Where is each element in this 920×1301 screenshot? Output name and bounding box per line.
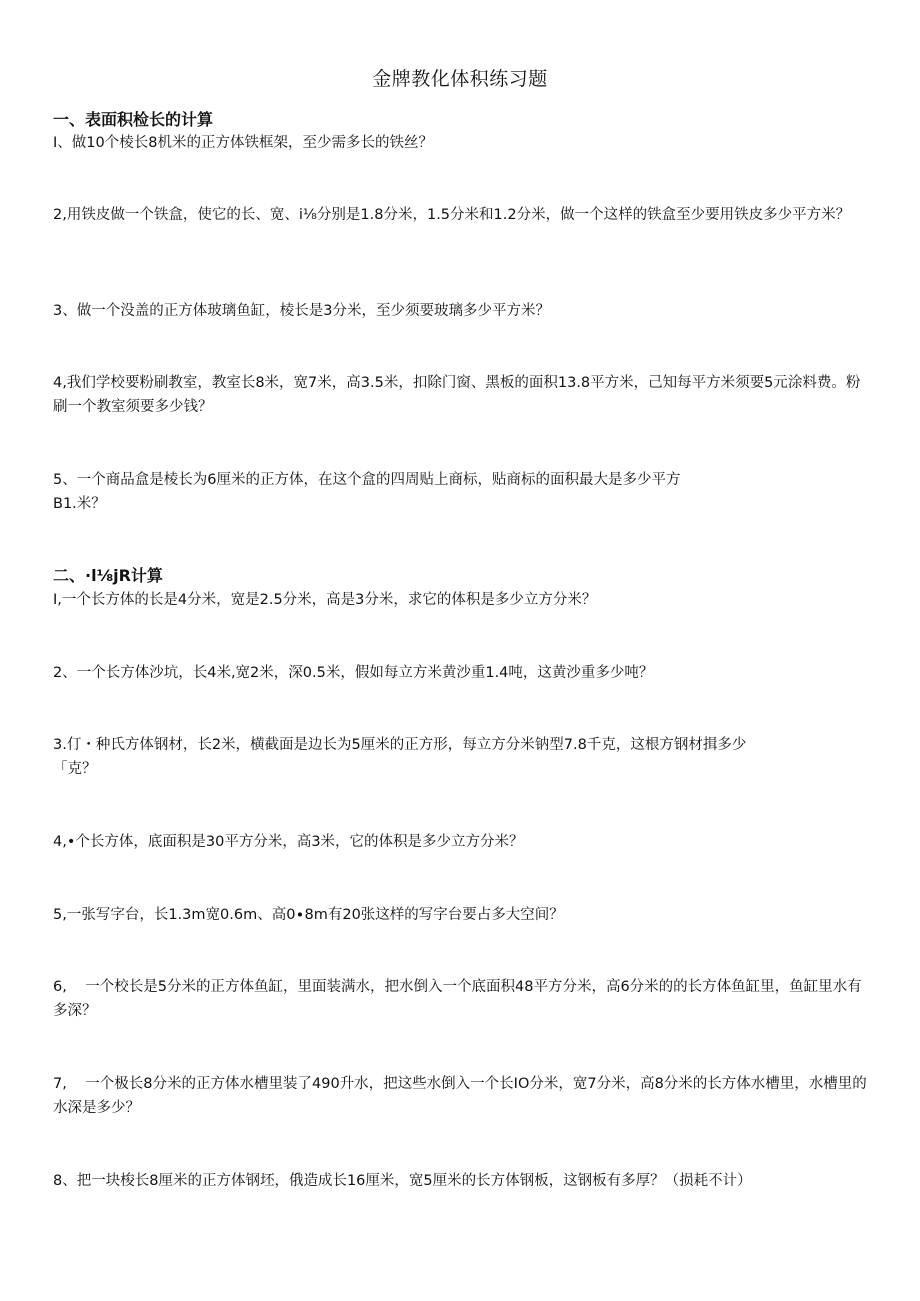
question-2-7: 7, 一个极长8分米的正方体水槽里装了490升水，把这些水倒入一个长IO分米，宽7分米，高8分米的长方体水槽里，水槽里的水深是多少？ xyxy=(53,1076,867,1116)
question-1-4: 4,我们学校要粉刷教室，教室长8米，宽7米，高3.5米，扣除门窗、黑板的面积13.8平方米，己知每平方米须要5元涂料费。粉刷一个教室须要多少钱？ xyxy=(53,375,861,415)
page-title: 金牌教化体积练习题 xyxy=(372,68,548,90)
question-1-1: I、做10个棱长8机米的正方体铁框架，至少需多长的铁丝？ xyxy=(53,135,433,151)
section-heading-volume: 二、∙l⅛jR计算 xyxy=(53,566,163,585)
question-2-3: 3.仃・种氏方体钢材，长2米，横截面是边长为5厘米的正方形，每立方分米钠型7.8千克，这根方钢材揖多少 「克？ xyxy=(53,737,747,777)
question-2-1: I,一个长方体的长是4分米，宽是2.5分米，高是3分米，求它的体积是多少立方分米？ xyxy=(53,592,597,608)
question-2-4: 4,•个长方体，底面积是30平方分米，高3米，它的体积是多少立方分米？ xyxy=(53,834,524,850)
question-2-6: 6, 一个校长是5分米的正方体鱼缸，里面装满水，把水倒入一个底面积48平方分米，高6分米的的长方体鱼缸里，鱼缸里水有多深？ xyxy=(53,979,862,1019)
question-1-2: 2,用铁皮做一个铁盒，使它的长、宽、i⅛分别是1.8分米，1.5分米和1.2分米，做一个这样的铁盒至少要用铁皮多少平方米？ xyxy=(53,207,851,223)
question-2-8: 8、把一块梭长8厘米的正方体钢坯，俄造成长16厘米，宽5厘米的长方体钢板，这钢板有多厚？（损耗不计） xyxy=(53,1173,752,1189)
question-2-2: 2、一个长方体沙坑，长4米,宽2米，深0.5米，假如每立方米黄沙重1.4吨，这黄沙重多少吨？ xyxy=(53,665,654,681)
question-1-3: 3、做一个没盖的正方体玻璃鱼缸，棱长是3分米，至少须要玻璃多少平方米？ xyxy=(53,303,550,319)
question-1-5: 5、一个商品盒是棱长为6厘米的正方体，在这个盒的四周贴上商标，贴商标的面积最大是多少平方 B1.米？ xyxy=(53,472,681,512)
section-heading-surface-area: 一、表面积检长的计算 xyxy=(53,110,214,129)
question-2-5: 5,一张写字台，长1.3m宽0.6m、高0∙8m有20张这样的写字台要占多大空间？ xyxy=(53,907,564,923)
